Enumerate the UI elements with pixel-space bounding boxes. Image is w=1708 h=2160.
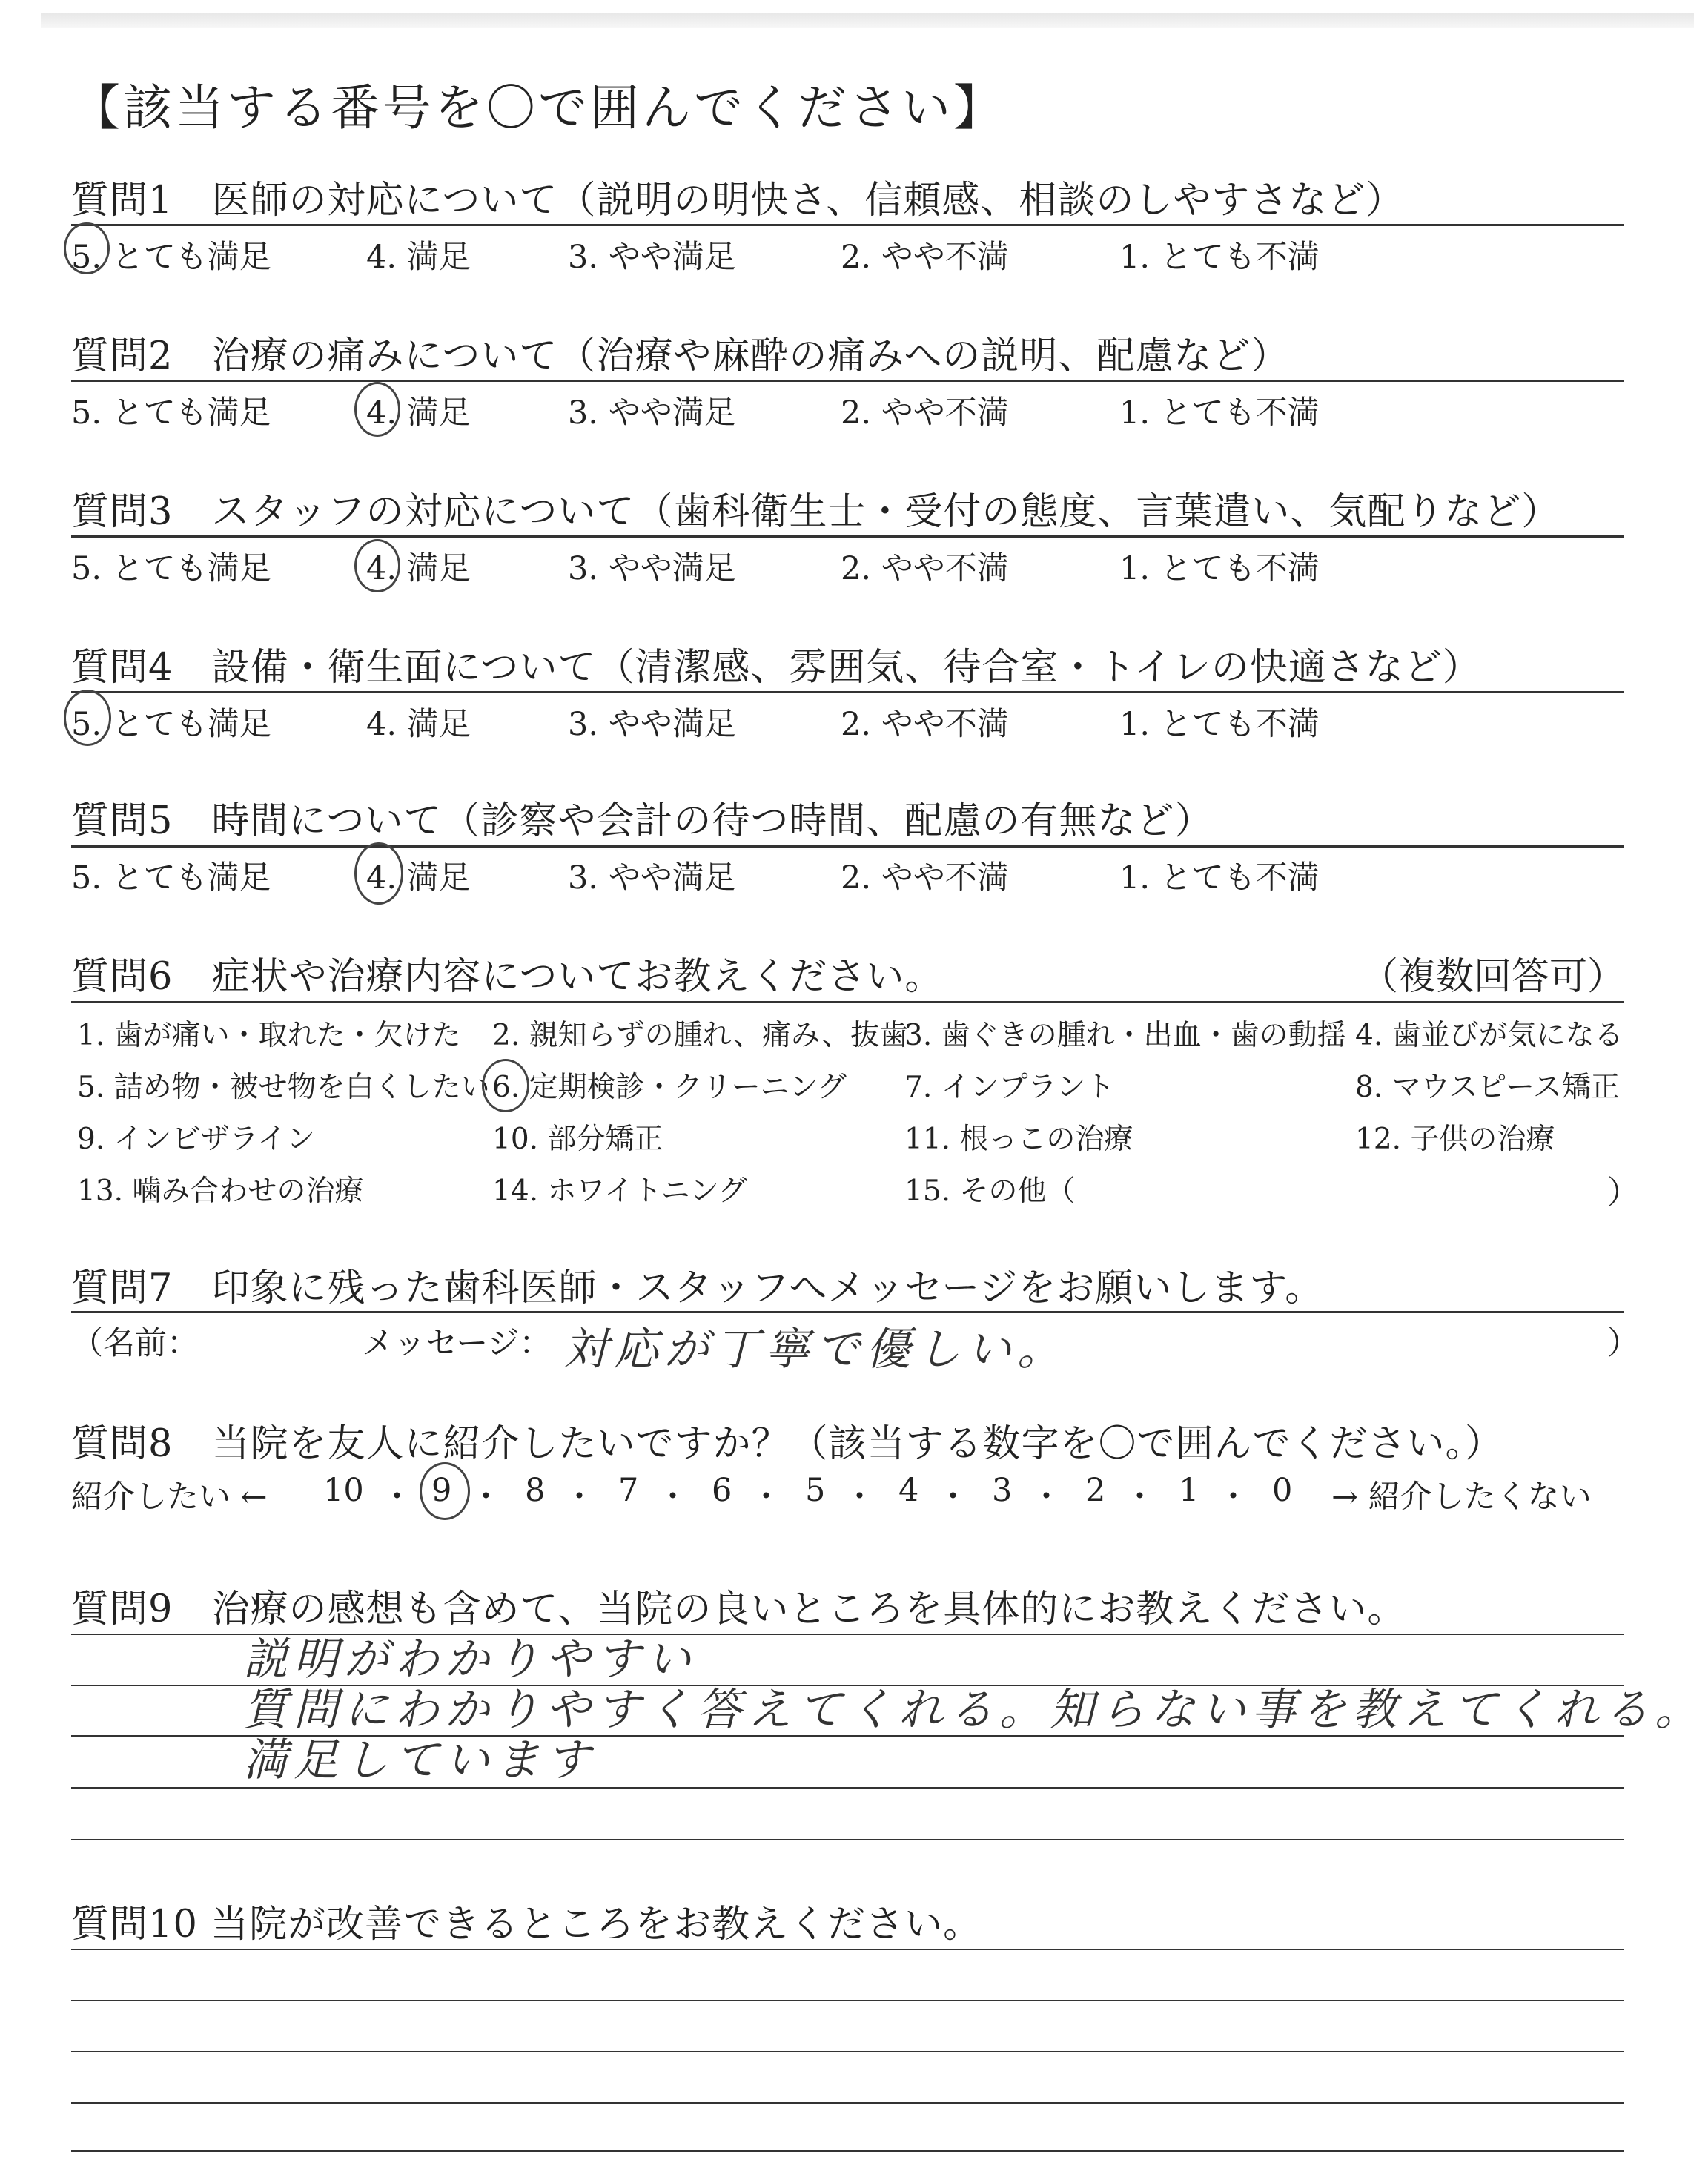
q9-answer-line-1: 説明がわかりやすい — [243, 1634, 697, 1685]
q2-option-2[interactable]: 2. やや不満 — [841, 394, 1009, 432]
q6-option-10[interactable]: 10. 部分矯正 — [492, 1123, 663, 1156]
q8-separator: ・ — [937, 1479, 969, 1516]
q4-option-2[interactable]: 2. やや不満 — [841, 706, 1009, 743]
q4-title: 質問4 設備・衛生面について（清潔感、雰囲気、待合室・トイレの快適さなど） — [71, 646, 1481, 690]
q5-option-2[interactable]: 2. やや不満 — [841, 859, 1009, 896]
q1-option-3[interactable]: 3. やや満足 — [568, 239, 736, 276]
q8-separator: ・ — [844, 1479, 875, 1516]
q3-option-4[interactable]: 4. 満足 — [366, 550, 471, 587]
q2-option-3[interactable]: 3. やや満足 — [568, 394, 736, 432]
q7-rule — [71, 1311, 1624, 1313]
q6-option-13[interactable]: 13. 噛み合わせの治療 — [77, 1175, 364, 1208]
q6-title: 質問6 症状や治療内容についてお教えください。 — [71, 955, 944, 999]
q6-option-5[interactable]: 5. 詰め物・被せ物を白くしたい — [77, 1071, 490, 1104]
q6-rule — [71, 1001, 1624, 1003]
page-title: 【該当する番号を〇で囲んでください】 — [71, 79, 1005, 136]
q6-option-4[interactable]: 4. 歯並びが気になる — [1355, 1019, 1623, 1052]
q6-multiple-answers-note: （複数回答可） — [1360, 955, 1625, 999]
q8-scale-row — [71, 1472, 1624, 1516]
q7-message-label: メッセージ： — [362, 1325, 552, 1362]
q3-option-1[interactable]: 1. とても不満 — [1119, 550, 1320, 587]
q5-option-1[interactable]: 1. とても不満 — [1119, 859, 1320, 896]
q5-option-4[interactable]: 4. 満足 — [366, 859, 471, 896]
q8-right-label: → 紹介したくない — [1331, 1479, 1592, 1516]
q8-scale-9[interactable]: 9 — [431, 1472, 452, 1509]
q6-option-12[interactable]: 12. 子供の治療 — [1355, 1123, 1555, 1156]
q6-option-2[interactable]: 2. 親知らずの腫れ、痛み、抜歯 — [492, 1019, 909, 1052]
q8-scale-3[interactable]: 3 — [992, 1472, 1013, 1509]
q6-option-11[interactable]: 11. 根っこの治療 — [904, 1123, 1133, 1156]
q8-separator: ・ — [1217, 1479, 1249, 1516]
q8-separator: ・ — [470, 1479, 502, 1516]
q9-line-5 — [71, 1839, 1624, 1840]
q7-handwritten-message: 対応が丁寧で優しい。 — [563, 1324, 1068, 1375]
q4-rule — [71, 691, 1624, 693]
q6-option-1[interactable]: 1. 歯が痛い・取れた・欠けた — [77, 1019, 461, 1052]
q10-title: 質問10 当院が改善できるところをお教えください。 — [71, 1903, 982, 1946]
q4-option-5[interactable]: 5. とても満足 — [71, 706, 271, 743]
q8-scale-0[interactable]: 0 — [1272, 1472, 1293, 1509]
q3-title: 質問3 スタッフの対応について（歯科衛生士・受付の態度、言葉遣い、気配りなど） — [71, 490, 1560, 534]
q7-title: 質問7 印象に残った歯科医師・スタッフへメッセージをお願いします。 — [71, 1266, 1324, 1310]
q7-close-paren: ） — [1607, 1325, 1639, 1362]
q1-option-4[interactable]: 4. 満足 — [366, 239, 471, 276]
q2-option-5[interactable]: 5. とても満足 — [71, 394, 271, 432]
q1-option-2[interactable]: 2. やや不満 — [841, 239, 1009, 276]
q6-option-9[interactable]: 9. インビザライン — [77, 1123, 316, 1156]
q1-option-1[interactable]: 1. とても不満 — [1119, 239, 1320, 276]
q5-rule — [71, 845, 1624, 848]
q10-line-4 — [71, 2102, 1624, 2104]
q2-selection-circle — [354, 382, 400, 437]
q10-line-1 — [71, 1949, 1624, 1950]
q10-line-2 — [71, 2000, 1624, 2001]
q6-option-6[interactable]: 6. 定期検診・クリーニング — [492, 1071, 847, 1104]
q10-line-5 — [71, 2150, 1624, 2152]
q3-selection-circle — [354, 539, 400, 592]
q6-option-8[interactable]: 8. マウスピース矯正 — [1355, 1071, 1620, 1104]
q5-selection-circle — [354, 842, 403, 905]
q8-scale-7[interactable]: 7 — [618, 1472, 639, 1509]
q7-name-label: （名前： — [71, 1325, 199, 1362]
q2-option-1[interactable]: 1. とても不満 — [1119, 394, 1320, 432]
q5-option-3[interactable]: 3. やや満足 — [568, 859, 736, 896]
q4-option-3[interactable]: 3. やや満足 — [568, 706, 736, 743]
q8-scale-5[interactable]: 5 — [805, 1472, 826, 1509]
q9-answer-line-2: 質問にわかりやすく答えてくれる。知らない事を教えてくれる。 — [243, 1684, 1705, 1736]
q8-separator: ・ — [1124, 1479, 1156, 1516]
q1-option-5[interactable]: 5. とても満足 — [71, 239, 271, 276]
q8-scale-4[interactable]: 4 — [898, 1472, 919, 1509]
q3-option-2[interactable]: 2. やや不満 — [841, 550, 1009, 587]
q9-answer-line-3: 満足しています — [243, 1734, 596, 1786]
q6-option-15[interactable]: 15. その他（ — [904, 1175, 1076, 1208]
q8-scale-6[interactable]: 6 — [712, 1472, 732, 1509]
q6-other-close-paren: ） — [1607, 1175, 1639, 1212]
q3-option-5[interactable]: 5. とても満足 — [71, 550, 271, 587]
q6-selection-circle — [482, 1059, 529, 1112]
q8-separator: ・ — [563, 1479, 595, 1516]
q8-selection-circle — [420, 1462, 470, 1520]
q5-option-5[interactable]: 5. とても満足 — [71, 859, 271, 896]
q5-title: 質問5 時間について（診察や会計の待つ時間、配慮の有無など） — [71, 799, 1214, 843]
q3-rule — [71, 535, 1624, 538]
q4-selection-circle — [64, 690, 111, 746]
q6-option-3[interactable]: 3. 歯ぐきの腫れ・出血・歯の動揺 — [904, 1019, 1346, 1052]
q4-option-4[interactable]: 4. 満足 — [366, 706, 471, 743]
q8-scale-10[interactable]: 10 — [323, 1472, 364, 1509]
q8-scale-1[interactable]: 1 — [1179, 1472, 1199, 1509]
q1-selection-circle — [64, 222, 110, 274]
q8-separator: ・ — [381, 1479, 413, 1516]
q4-option-1[interactable]: 1. とても不満 — [1119, 706, 1320, 743]
q1-title: 質問1 医師の対応について（説明の明快さ、信頼感、相談のしやすさなど） — [71, 179, 1405, 222]
q8-title: 質問8 当院を友人に紹介したいですか？（該当する数字を〇で囲んでください。） — [71, 1422, 1503, 1466]
q6-option-7[interactable]: 7. インプラント — [904, 1071, 1115, 1104]
q2-rule — [71, 380, 1624, 382]
q9-title: 質問9 治療の感想も含めて、当院の良いところを具体的にお教えください。 — [71, 1588, 1406, 1631]
q2-option-4[interactable]: 4. 満足 — [366, 394, 471, 432]
q8-scale-2[interactable]: 2 — [1085, 1472, 1106, 1509]
q8-separator: ・ — [1030, 1479, 1062, 1516]
q10-line-3 — [71, 2051, 1624, 2052]
q8-separator: ・ — [657, 1479, 689, 1516]
scan-top-edge — [41, 13, 1694, 28]
q8-left-label: 紹介したい ← — [71, 1479, 268, 1516]
q1-rule — [71, 224, 1624, 226]
q8-scale-8[interactable]: 8 — [525, 1472, 546, 1509]
q3-option-3[interactable]: 3. やや満足 — [568, 550, 736, 587]
q2-title: 質問2 治療の痛みについて（治療や麻酔の痛みへの説明、配慮など） — [71, 334, 1290, 378]
q6-option-14[interactable]: 14. ホワイトニング — [492, 1175, 747, 1208]
q8-separator: ・ — [750, 1479, 782, 1516]
